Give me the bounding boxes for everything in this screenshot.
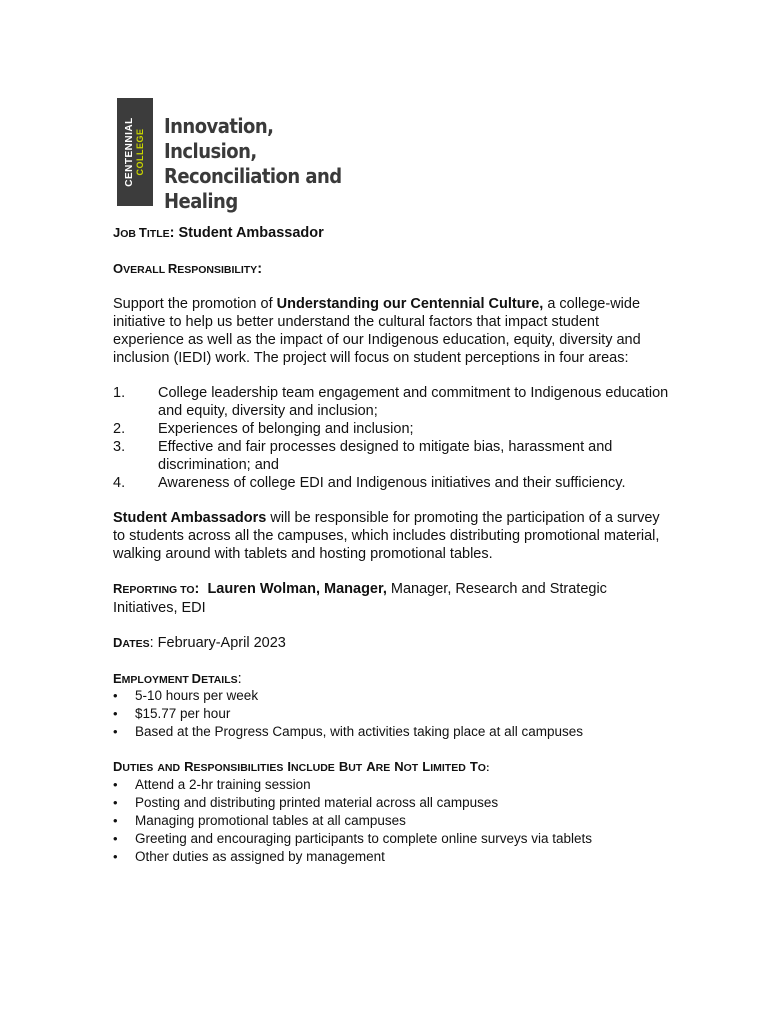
heading-rest: NCLUDE <box>291 762 335 774</box>
list-item: 1. College leadership team engagement and commitment to Indigenous education and equity, diversity and inclusion; <box>113 385 669 419</box>
list-item: • Based at the Progress Campus, with activities taking place at all campuses <box>113 724 583 739</box>
job-title-line: JOB TITLE: Student Ambassador <box>113 225 324 241</box>
heading-initial: N <box>394 759 404 774</box>
heading-rest: UT <box>348 762 363 774</box>
list-item: • Other duties as assigned by management <box>113 849 385 864</box>
heading-initial: A <box>366 759 376 774</box>
bullet-icon: • <box>113 831 118 846</box>
bullet-icon: • <box>113 724 118 739</box>
bullet-icon: • <box>113 706 118 721</box>
heading-word: AND <box>157 762 181 774</box>
heading-rest: UTIES <box>122 762 154 774</box>
ambassadors-paragraph: Student Ambassadors will be responsible for promoting the participation of a survey to students across all the campuses, which includes distributing promotional material, walking around with tablets and hosting promotional tables. <box>113 510 660 562</box>
job-title-value: Student Ambassador <box>178 225 324 241</box>
logo-college-line2: COLLEGE <box>135 128 145 176</box>
heading-initial: T <box>469 759 478 774</box>
bullet-icon: • <box>113 688 118 703</box>
focus-areas-list <box>113 384 673 492</box>
logo-tagline <box>164 114 371 214</box>
manager-name: Lauren Wolman, Manager, <box>207 581 387 597</box>
heading-rest: IMITED <box>430 762 466 774</box>
bullet-icon: • <box>113 813 118 828</box>
heading-initial: L <box>422 759 431 774</box>
logo-wordmark-bar <box>117 98 153 206</box>
list-item: 3. Effective and fair processes designed to mitigate bias, harassment and discrimination; and <box>113 439 613 473</box>
list-item: 4. Awareness of college EDI and Indigenous initiatives and their sufficiency. <box>113 475 626 491</box>
list-item: • Posting and distributing printed material across all campuses <box>113 795 499 810</box>
list-item: • Greeting and encouraging participants to complete online surveys via tablets <box>113 831 593 846</box>
heading-rest: RE <box>375 762 391 774</box>
heading-rest: OT <box>403 762 419 774</box>
bullet-icon: • <box>113 849 118 864</box>
employment-details-list <box>113 687 583 741</box>
list-item: • $15.77 per hour <box>113 706 231 721</box>
intro-paragraph: Support the promotion of Understanding our Centennial Culture, a college-wide initiative to help us better understand the cultural factors that impact student experience as well as the impact of our Indigenous education, equity, diversity and inclusion (IEDI) work. The project will focus on student perceptions in four areas: <box>113 296 641 366</box>
centennial-college-logo <box>117 98 367 213</box>
heading-initial: B <box>338 759 349 774</box>
employment-details-heading: EMPLOYMENT DETAILS: <box>113 671 242 687</box>
duties-heading <box>113 758 489 777</box>
list-item: • 5-10 hours per week <box>113 688 259 703</box>
list-item: • Attend a 2-hr training session <box>113 777 311 792</box>
list-item: 2. Experiences of belonging and inclusion; <box>113 421 414 437</box>
logo-tagline-line: Reconciliation and <box>164 164 342 188</box>
bullet-icon: • <box>113 777 118 792</box>
heading-rest: ESPONSIBILITIES <box>193 762 284 774</box>
dates-value: February-April 2023 <box>153 635 286 651</box>
overall-responsibility-heading: OVERALL RESPONSIBILITY: <box>113 261 263 277</box>
logo-college-line1: CENTENNIAL <box>124 117 135 187</box>
reporting-to-line: REPORTING TO: Lauren Wolman, Manager, Manager, Research and Strategic Initiatives, EDI <box>113 581 607 616</box>
heading-initial: I <box>287 759 292 774</box>
heading-initial: D <box>113 759 123 774</box>
duties-list <box>113 776 592 866</box>
heading-rest: O: <box>477 762 490 774</box>
list-item: • Managing promotional tables at all campuses <box>113 813 406 828</box>
heading-initial: R <box>184 759 194 774</box>
dates-line: DATES: February-April 2023 <box>113 635 286 651</box>
bullet-icon: • <box>113 795 118 810</box>
logo-tagline-line: Healing <box>164 189 238 213</box>
logo-tagline-line: Innovation, Inclusion, <box>164 114 274 163</box>
